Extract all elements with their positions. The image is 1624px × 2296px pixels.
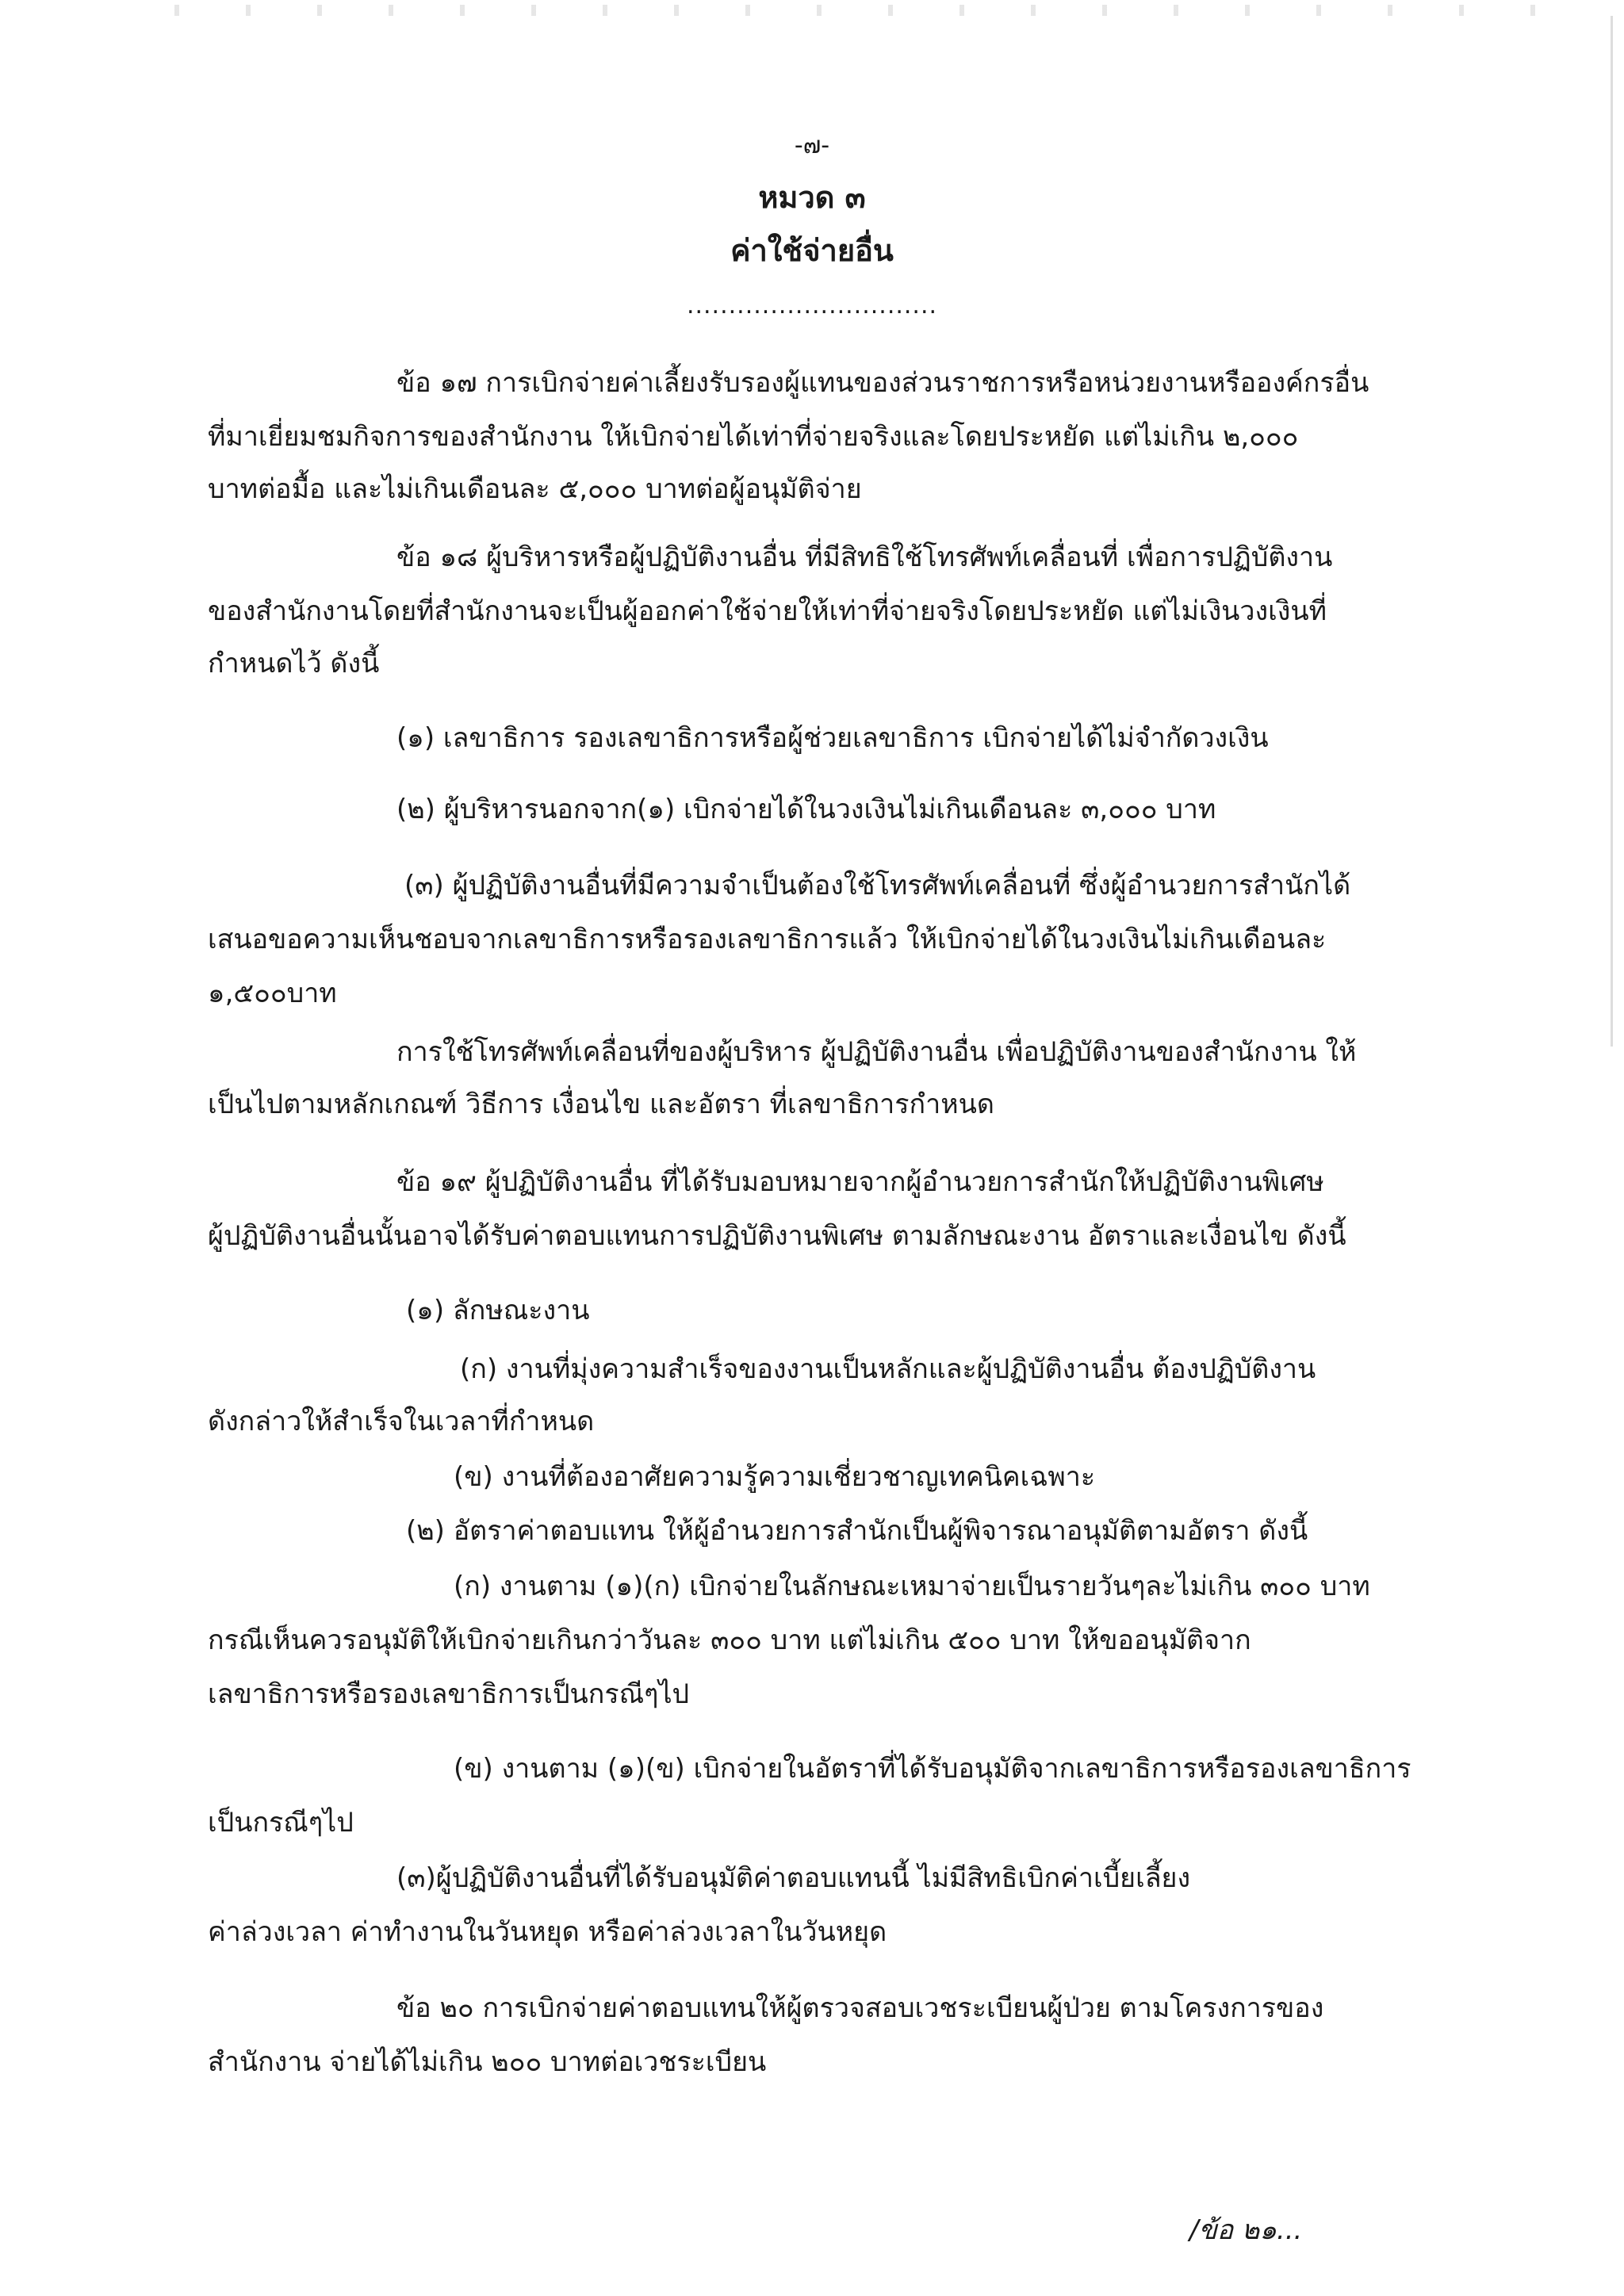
clause-19-item-1a-line-2: ดังกล่าวให้สำเร็จในเวลาที่กำหนด: [208, 1406, 595, 1437]
clause-18-item-3-line-1: (๓) ผู้ปฏิบัติงานอื่นที่มีความจำเป็นต้องใช้โทรศัพท์เคลื่อนที่ ซึ่งผู้อำนวยการสำนักได้: [404, 870, 1351, 901]
clause-19-item-1: (๑) ลักษณะงาน: [406, 1295, 590, 1326]
continuation-marker: /ข้อ ๒๑...: [1189, 2214, 1303, 2246]
clause-19-line-2: ผู้ปฏิบัติงานอื่นนั้นอาจได้รับค่าตอบแทนการปฏิบัติงานพิเศษ ตามลักษณะงาน อัตราและเงื่อนไข ดังนี้: [208, 1220, 1346, 1252]
clause-19-item-2: (๒) อัตราค่าตอบแทน ให้ผู้อำนวยการสำนักเป็นผู้พิจารณาอนุมัติตามอัตรา ดังนี้: [406, 1515, 1308, 1547]
clause-19-item-3-line-1: (๓)ผู้ปฏิบัติงานอื่นที่ได้รับอนุมัติค่าตอบแทนนี้ ไม่มีสิทธิเบิกค่าเบี้ยเลี้ยง: [396, 1862, 1191, 1894]
clause-19-item-2b-line-1: (ข) งานตาม (๑)(ข) เบิกจ่ายในอัตราที่ได้รับอนุมัติจากเลขาธิการหรือรองเลขาธิการ: [454, 1753, 1411, 1785]
clause-18-line-3: กำหนดไว้ ดังนี้: [208, 648, 380, 679]
clause-17-line-1: ข้อ ๑๗ การเบิกจ่ายค่าเลี้ยงรับรองผู้แทนของส่วนราชการหรือหน่วยงานหรือองค์กรอื่น: [396, 367, 1369, 399]
scan-artifact-right: [1611, 16, 1613, 1047]
separator-dots: ..............................: [686, 292, 938, 320]
clause-20-line-2: สำนักงาน จ่ายได้ไม่เกิน ๒๐๐ บาทต่อเวชระเบียน: [208, 2046, 767, 2078]
clause-19-item-2a-line-3: เลขาธิการหรือรองเลขาธิการเป็นกรณีๆไป: [208, 1678, 690, 1710]
clause-20-line-1: ข้อ ๒๐ การเบิกจ่ายค่าตอบแทนให้ผู้ตรวจสอบเวชระเบียนผู้ป่วย ตามโครงการของ: [396, 1992, 1324, 2024]
clause-19-item-2b-line-2: เป็นกรณีๆไป: [208, 1807, 354, 1839]
section-subtitle: ค่าใช้จ่ายอื่น: [730, 233, 894, 268]
section-title: หมวด ๓: [758, 180, 866, 215]
clause-17-line-2: ที่มาเยี่ยมชมกิจการของสำนักงาน ให้เบิกจ่ายได้เท่าที่จ่ายจริงและโดยประหยัด แต่ไม่เกิน ๒,๐๐๐: [208, 421, 1299, 453]
clause-17-line-3: บาทต่อมื้อ และไม่เกินเดือนละ ๕,๐๐๐ บาทต่อผู้อนุมัติจ่าย: [208, 473, 862, 505]
clause-18-item-2: (๒) ผู้บริหารนอกจาก(๑) เบิกจ่ายได้ในวงเงินไม่เกินเดือนละ ๓,๐๐๐ บาท: [396, 794, 1216, 825]
clause-18-line-1: ข้อ ๑๘ ผู้บริหารหรือผู้ปฏิบัติงานอื่น ที่มีสิทธิใช้โทรศัพท์เคลื่อนที่ เพื่อการปฏิบัติงาน: [396, 541, 1333, 573]
clause-19-item-1b: (ข) งานที่ต้องอาศัยความรู้ความเชี่ยวชาญเทคนิคเฉพาะ: [454, 1461, 1096, 1493]
clause-18-note-line-2: เป็นไปตามหลักเกณฑ์ วิธีการ เงื่อนไข และอัตรา ที่เลขาธิการกำหนด: [208, 1089, 994, 1120]
clause-19-item-2a-line-2: กรณีเห็นควรอนุมัติให้เบิกจ่ายเกินกว่าวันละ ๓๐๐ บาท แต่ไม่เกิน ๕๐๐ บาท ให้ขออนุมัติจาก: [208, 1624, 1251, 1656]
clause-19-line-1: ข้อ ๑๙ ผู้ปฏิบัติงานอื่น ที่ได้รับมอบหมายจากผู้อำนวยการสำนักให้ปฏิบัติงานพิเศษ: [396, 1166, 1324, 1198]
clause-18-note-line-1: การใช้โทรศัพท์เคลื่อนที่ของผู้บริหาร ผู้ปฏิบัติงานอื่น เพื่อปฏิบัติงานของสำนักงาน ให้: [396, 1036, 1357, 1068]
clause-19-item-3-line-2: ค่าล่วงเวลา ค่าทำงานในวันหยุด หรือค่าล่วงเวลาในวันหยุด: [208, 1916, 887, 1948]
scan-artifact-top: [143, 5, 1570, 16]
clause-19-item-2a-line-1: (ก) งานตาม (๑)(ก) เบิกจ่ายในลักษณะเหมาจ่ายเป็นรายวันๆละไม่เกิน ๓๐๐ บาท: [454, 1571, 1370, 1602]
clause-18-item-3-line-3: ๑,๕๐๐บาท: [208, 978, 337, 1009]
clause-18-item-3-line-2: เสนอขอความเห็นชอบจากเลขาธิการหรือรองเลขาธิการแล้ว ให้เบิกจ่ายได้ในวงเงินไม่เกินเดือนละ: [208, 924, 1327, 955]
clause-18-item-1: (๑) เลขาธิการ รองเลขาธิการหรือผู้ช่วยเลขาธิการ เบิกจ่ายได้ไม่จำกัดวงเงิน: [396, 722, 1269, 754]
clause-19-item-1a-line-1: (ก) งานที่มุ่งความสำเร็จของงานเป็นหลักและผู้ปฏิบัติงานอื่น ต้องปฏิบัติงาน: [460, 1353, 1316, 1385]
page-number: -๗-: [794, 132, 830, 159]
clause-18-line-2: ของสำนักงานโดยที่สำนักงานจะเป็นผู้ออกค่าใช้จ่ายให้เท่าที่จ่ายจริงโดยประหยัด แต่ไม่เงินวงเงินที่: [208, 595, 1327, 627]
